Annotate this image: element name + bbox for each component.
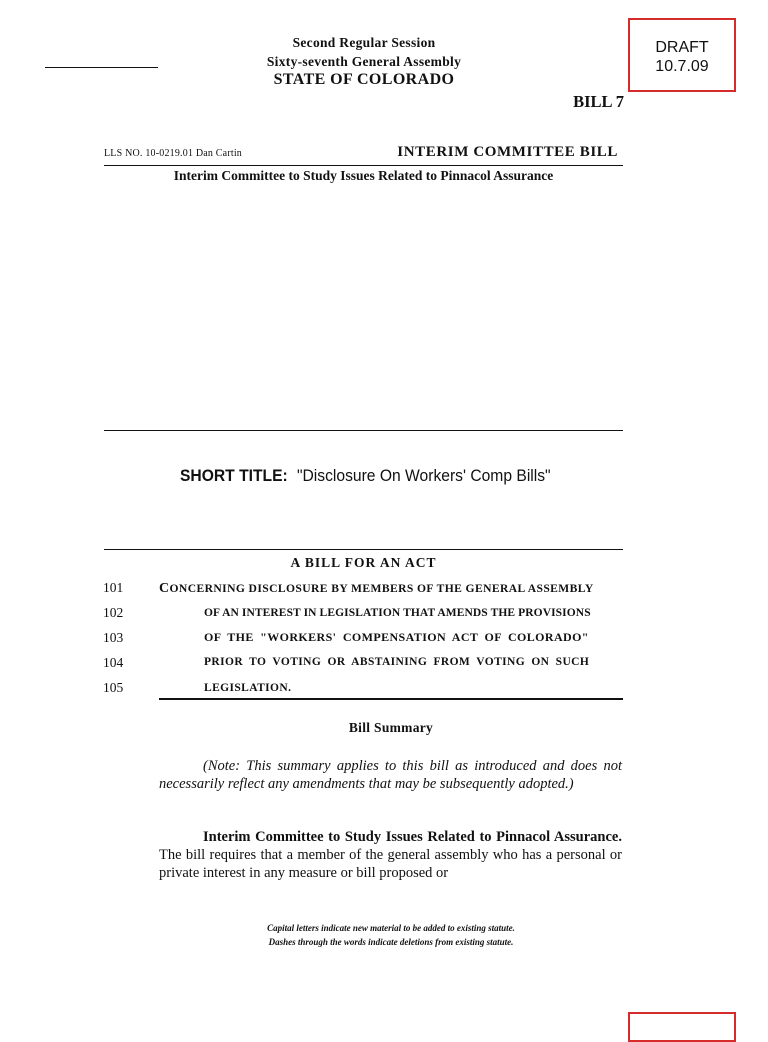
summary-body-text: The bill requires that a member of the general assembly who has a personal or private interest in any measure or bill proposed or bbox=[159, 847, 622, 881]
act-line: OF AN INTEREST IN LEGISLATION THAT AMENDS THE PROVISIONS bbox=[204, 607, 591, 619]
session-title: Second Regular Session bbox=[292, 35, 436, 50]
line-number: 104 bbox=[103, 655, 124, 670]
bill-type: INTERIM COMMITTEE BILL bbox=[397, 144, 618, 160]
act-heading: A BILL FOR AN ACT bbox=[290, 555, 437, 570]
act-line bbox=[159, 581, 594, 597]
divider bbox=[104, 549, 623, 550]
assembly-title: Sixty-seventh General Assembly bbox=[266, 54, 462, 69]
line-number: 101 bbox=[103, 580, 124, 595]
summary-body-title: Interim Committee to Study Issues Related to Pinnacol Assurance. bbox=[203, 829, 622, 845]
line-number: 105 bbox=[103, 680, 124, 695]
summary-heading: Bill Summary bbox=[348, 720, 434, 735]
draft-date: 10.7.09 bbox=[655, 58, 709, 75]
footnote-line: Capital letters indicate new material to be added to existing statute. bbox=[267, 923, 515, 933]
act-line: OF THE "WORKERS' COMPENSATION ACT OF COLORADO" bbox=[204, 630, 589, 644]
header-rule bbox=[45, 67, 158, 68]
act-line-text: ONCERNING DISCLOSURE BY MEMBERS OF THE GENERAL ASSEMBLY bbox=[169, 582, 594, 595]
short-title-label: SHORT TITLE: bbox=[180, 466, 288, 485]
line-number: 102 bbox=[103, 605, 124, 620]
footnote-line: Dashes through the words indicate deletions from existing statute. bbox=[268, 937, 514, 947]
short-title-value: "Disclosure On Workers' Comp Bills" bbox=[296, 466, 551, 485]
act-line: LEGISLATION. bbox=[204, 682, 292, 694]
draft-stamp-next-page bbox=[628, 1012, 736, 1042]
summary-body bbox=[159, 828, 622, 882]
divider bbox=[159, 698, 623, 700]
draft-label: DRAFT bbox=[655, 39, 709, 56]
line-number: 103 bbox=[103, 630, 124, 645]
bill-number: BILL 7 bbox=[573, 92, 624, 111]
act-line-initial: C bbox=[159, 581, 170, 596]
lls-number: LLS NO. 10-0219.01 Dan Cartin bbox=[104, 148, 243, 159]
short-title bbox=[180, 466, 551, 486]
summary-note: (Note: This summary applies to this bill as introduced and does not necessarily reflect any amendments that may be subsequently adopted.) bbox=[159, 758, 622, 792]
divider bbox=[104, 165, 623, 166]
committee-name: Interim Committee to Study Issues Related to Pinnacol Assurance bbox=[173, 168, 554, 183]
state-title: STATE OF COLORADO bbox=[273, 71, 455, 88]
draft-stamp bbox=[628, 18, 736, 92]
act-line: PRIOR TO VOTING OR ABSTAINING FROM VOTING ON SUCH bbox=[204, 656, 590, 668]
divider bbox=[104, 430, 623, 431]
